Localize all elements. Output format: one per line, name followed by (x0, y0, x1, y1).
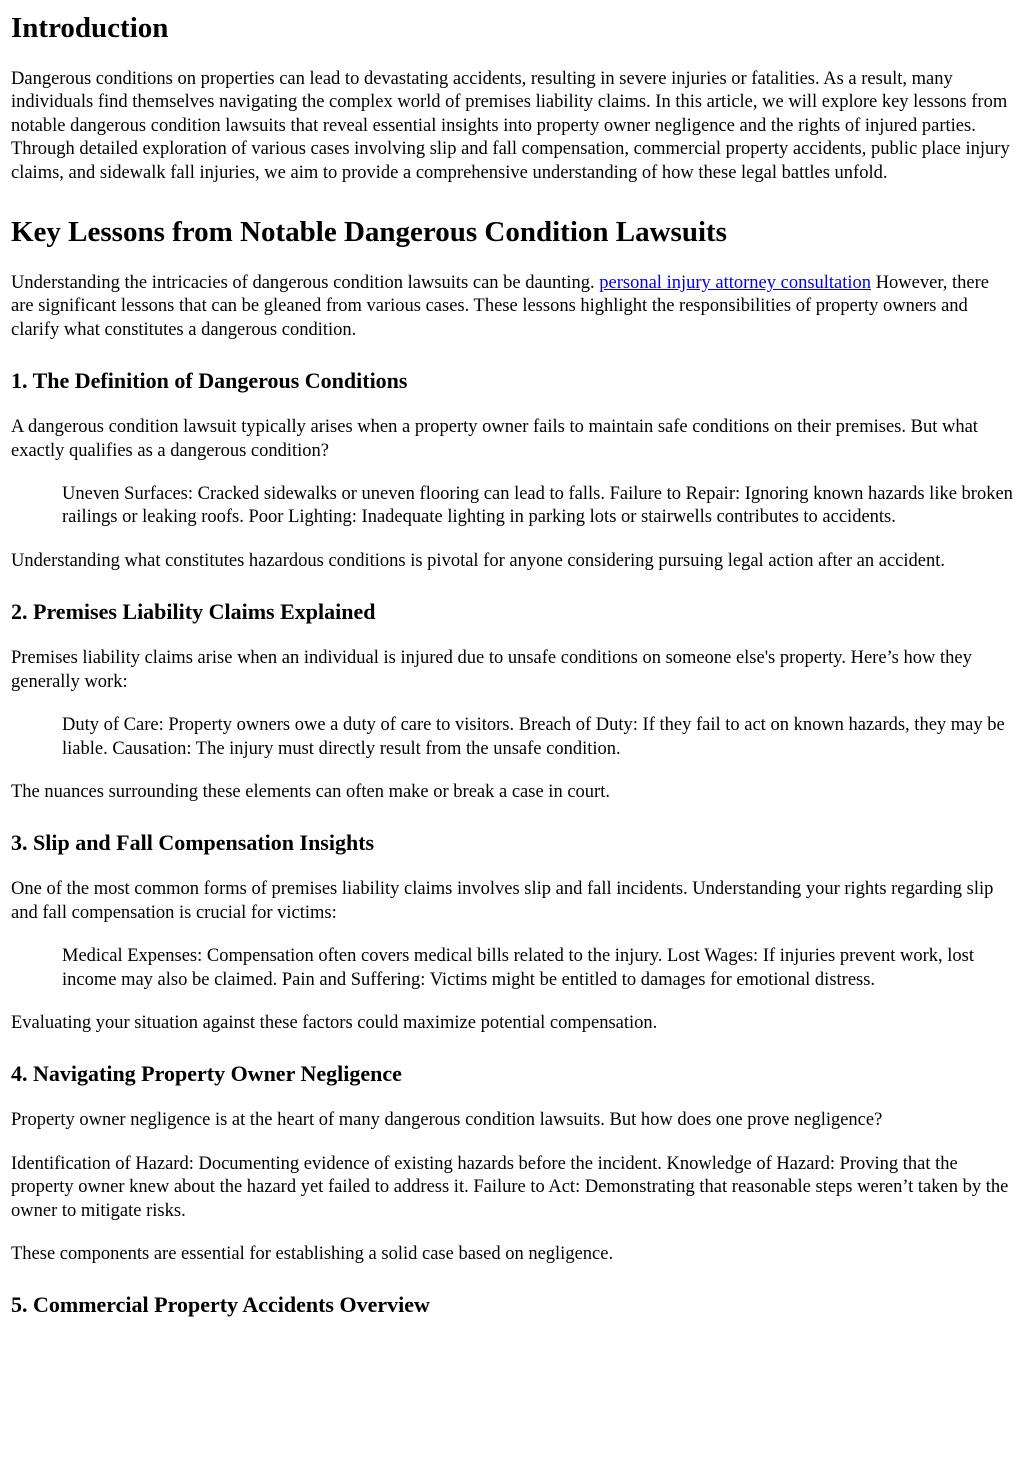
slip-fall-heading: 3. Slip and Fall Compensation Insights (11, 830, 375, 856)
commercial-heading: 5. Commercial Property Accidents Overview (11, 1292, 430, 1318)
premises-quote: Duty of Care: Property owners owe a duty of care to visitors. Breach of Duty: If they fail to act on known hazards, they may be liable. Causation: The injury must directly result from the unsafe condition. (62, 715, 1005, 759)
premises-closing: The nuances surrounding these elements can often make or break a case in court. (11, 781, 610, 802)
definition-paragraph: A dangerous condition lawsuit typically arises when a property owner fails to maintain safe conditions on their premises. But what exactly qualifies as a dangerous condition? (11, 417, 978, 461)
negligence-closing: These components are essential for establishing a solid case based on negligence. (11, 1243, 614, 1264)
definition-quote: Uneven Surfaces: Cracked sidewalks or uneven flooring can lead to falls. Failure to Repair: Ignoring known hazards like broken railings or leaking roofs. Poor Lighting: Inadequate lighting in parking lots or stairwells contributes to accidents. (62, 484, 1013, 528)
slip-fall-paragraph: One of the most common forms of premises liability claims involves slip and fall incidents. Understanding your rights regarding slip and fall compensation is crucial for victims: (11, 879, 994, 923)
slip-fall-quote: Medical Expenses: Compensation often covers medical bills related to the injury. Lost Wages: If injuries prevent work, lost income may also be claimed. Pain and Suffering: Victims might be entitled to damages for emotional distress. (62, 946, 974, 990)
key-lessons-paragraph (11, 272, 1013, 342)
personal-injury-attorney-consultation-link[interactable]: personal injury attorney consultation (599, 273, 872, 294)
key-lessons-heading: Key Lessons from Notable Dangerous Condition Lawsuits (11, 216, 727, 249)
negligence-paragraph: Property owner negligence is at the heart of many dangerous condition lawsuits. But how does one prove negligence? (11, 1110, 883, 1131)
slip-fall-closing: Evaluating your situation against these factors could maximize potential compensation. (11, 1012, 658, 1033)
negligence-paragraph-2: Identification of Hazard: Documenting evidence of existing hazards before the incident. Knowledge of Hazard: Proving that the property owner knew about the hazard yet failed to address it. Failure to Act: Demonstrating that reasonable steps weren’t taken by the owner to mitigate risks. (11, 1153, 1009, 1221)
intro-heading: Introduction (11, 12, 169, 44)
definition-heading: 1. The Definition of Dangerous Conditions (11, 368, 408, 394)
key-lessons-text-after-link: However, there are significant lessons that can be gleaned from various cases. These lessons highlight the responsibilities of property owners and clarify what constitutes a dangerous condition. (11, 273, 989, 340)
definition-closing: Understanding what constitutes hazardous conditions is pivotal for anyone considering pursuing legal action after an accident. (11, 550, 945, 571)
negligence-heading: 4. Navigating Property Owner Negligence (11, 1061, 402, 1087)
premises-paragraph: Premises liability claims arise when an individual is injured due to unsafe conditions on someone else's property. Here’s how they generally work: (11, 648, 972, 692)
key-lessons-text-before-link: Understanding the intricacies of dangerous condition lawsuits can be daunting. (11, 273, 600, 294)
article (0, 11, 1024, 1319)
premises-heading: 2. Premises Liability Claims Explained (11, 599, 376, 625)
intro-paragraph: Dangerous conditions on properties can lead to devastating accidents, resulting in severe injuries or fatalities. As a result, many individuals find themselves navigating the complex world of premises liability claims. In this article, we will explore key lessons from notable dangerous condition lawsuits that reveal essential insights into property owner negligence and the rights of injured parties. Through detailed exploration of various cases involving slip and fall compensation, commercial property accidents, public place injury claims, and sidewalk fall injuries, we aim to provide a comprehensive understanding of how these legal battles unfold. (11, 69, 1010, 183)
